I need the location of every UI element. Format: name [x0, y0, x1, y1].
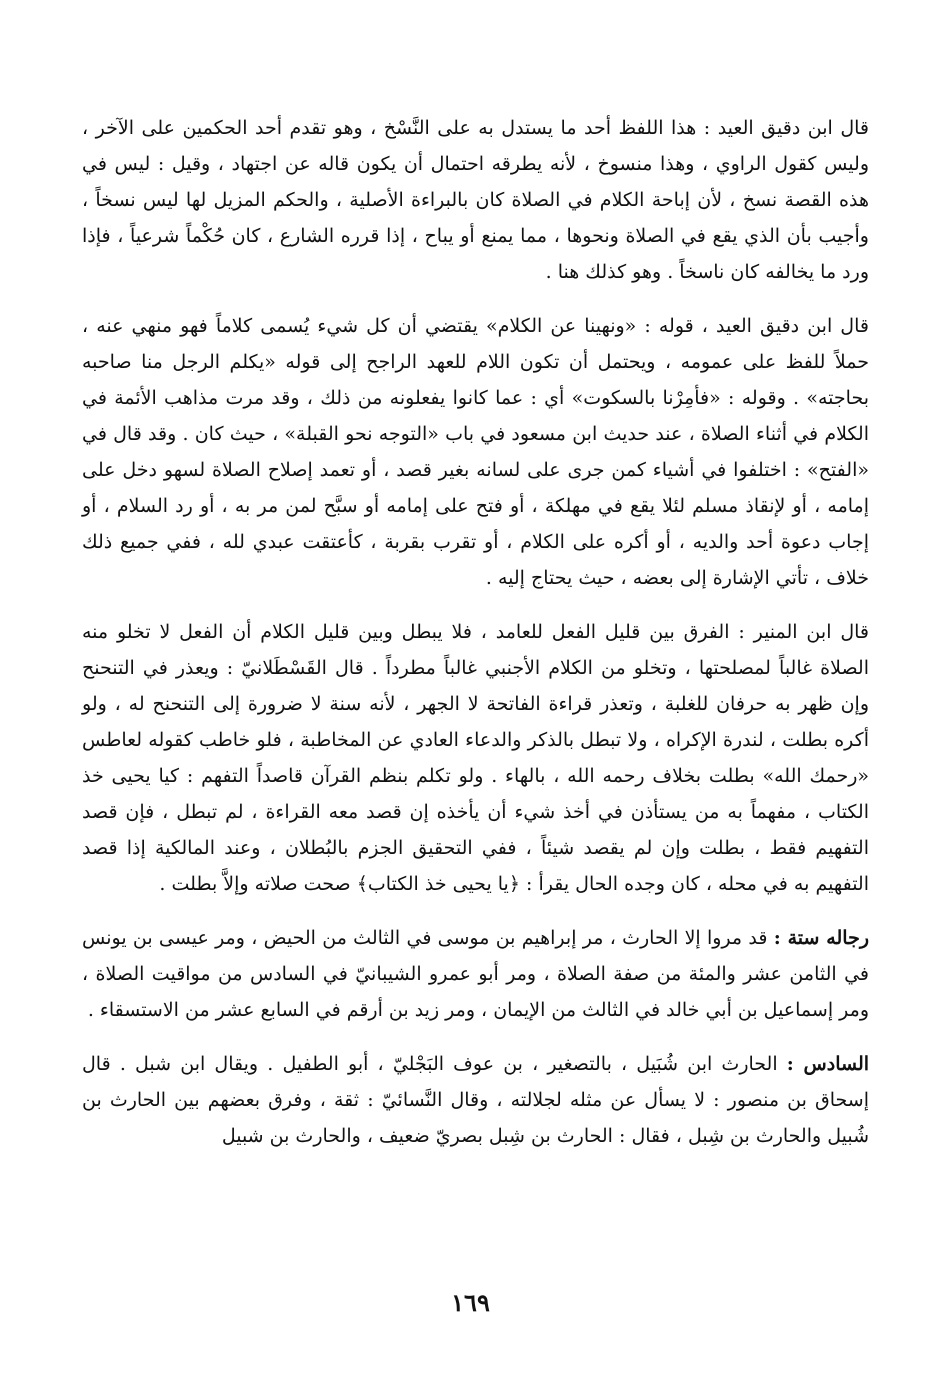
- paragraph-text: قال ابن دقيق العيد ، قوله : «ونهينا عن الكلام» يقتضي أن كل شيء يُسمى كلاماً فهو منهي عنه ، حملاً للفظ على عمومه ، ويحتمل أن تكون اللام للعهد الراجح إلى قوله «يكلم الرجل منا صاحبه بحاجته» . وقوله : «فأمِرْنا بالسكوت» أي : عما كانوا يفعلونه من ذلك ، وقد مرت مذاهب الأئمة في الكلام في أثناء الصلاة ، عند حديث ابن مسعود في باب «التوجه نحو القبلة» ، حيث كان . وقد قال في «الفتح» : اختلفوا في أشياء كمن جرى على لسانه بغير قصد ، أو تعمد إصلاح الصلاة لسهو دخل على إمامه ، أو لإنقاذ مسلم لئلا يقع في مهلكة ، أو فتح على إمامه أو سبَّح لمن مر به ، أو رد السلام ، أو إجاب دعوة أحد والديه ، أو أكره على الكلام ، أو تقرب بقربة ، كأعتقت عبدي لله ، ففي جميع ذلك خلاف ، تأتي الإشارة إلى بعضه ، حيث يحتاج إليه .: [82, 315, 869, 589]
- paragraph-ibn-daqiq-naskh: [82, 110, 869, 290]
- page-number: ١٦٩: [451, 1288, 490, 1317]
- paragraph-ibn-munir: [82, 614, 869, 902]
- paragraph-text: قد مروا إلا الحارث ، مر إبراهيم بن موسى في الثالث من الحيض ، ومر عيسى بن يونس في الثامن عشر والمئة من صفة الصلاة ، ومر أبو عمرو الشيبانيّ في السادس من مواقيت الصلاة ، ومر إسماعيل بن أبي خالد في الثالث من الإيمان ، ومر زيد بن أرقم في السابع عشر من الاستسقاء .: [82, 927, 869, 1021]
- paragraph-narrators: [82, 920, 869, 1028]
- paragraph-label: رجاله ستة :: [773, 927, 869, 949]
- paragraph-sixth-narrator: [82, 1046, 869, 1154]
- page-body: [82, 110, 869, 1154]
- paragraph-text: الحارث ابن شُبَيل ، بالتصغير ، بن عوف البَجْليّ ، أبو الطفيل . ويقال ابن شبل . قال إسحاق بن منصور : لا يسأل عن مثله لجلالته ، وقال النَّسائيّ : ثقة ، وفرق بعضهم بين الحارث بن شُبيل والحارث بن شِبل ، فقال : الحارث بن شِبل بصريّ ضعيف ، والحارث بن شبيل: [82, 1053, 869, 1147]
- paragraph-label: السادس :: [786, 1053, 870, 1075]
- paragraph-text: قال ابن المنير : الفرق بين قليل الفعل للعامد ، فلا يبطل وبين قليل الكلام أن الفعل لا تخلو منه الصلاة غالباً لمصلحتها ، وتخلو من الكلام الأجنبي غالباً مطرداً . قال القَسْطَلانيّ : ويعذر في التنحنح وإن ظهر به حرفان للغلبة ، وتعذر قراءة الفاتحة لا الجهر ، لأنه سنة لا ضرورة إلى التنحنح له ، ولو أكره بطلت ، لندرة الإكراه ، ولا تبطل بالذكر والدعاء العادي عن المخاطبة ، فلو خاطب كقوله لعاطس «رحمك الله» بطلت بخلاف رحمه الله ، بالهاء . ولو تكلم بنظم القرآن قاصداً التفهم : كيا يحيى خذ الكتاب ، مفهماً به من يستأذن في أخذ شيء أن يأخذه إن قصد معه القراءة ، لم تبطل ، فإن قصد التفهيم فقط ، بطلت وإن لم يقصد شيئاً ، ففي التحقيق الجزم بالبُطلان ، وعند المالكية إذا قصد التفهيم به في محله ، كان وجده الحال يقرأ : ﴿يا يحيى خذ الكتاب﴾ صحت صلاته وإلاَّ بطلت .: [82, 621, 869, 895]
- paragraph-ibn-daqiq-kalam: [82, 308, 869, 596]
- paragraph-text: قال ابن دقيق العيد : هذا اللفظ أحد ما يستدل به على النَّسْخ ، وهو تقدم أحد الحكمين على الآخر ، وليس كقول الراوي ، وهذا منسوخ ، لأنه يطرقه احتمال أن يكون قاله عن اجتهاد ، وقيل : ليس في هذه القصة نسخ ، لأن إباحة الكلام في الصلاة كان بالبراءة الأصلية ، والحكم المزيل لها ليس نسخاً ، وأجيب بأن الذي يقع في الصلاة ونحوها ، مما يمنع أو يباح ، إذا قرره الشارع ، كان حُكْماً شرعياً ، فإذا ورد ما يخالفه كان ناسخاً . وهو كذلك هنا .: [82, 117, 869, 283]
